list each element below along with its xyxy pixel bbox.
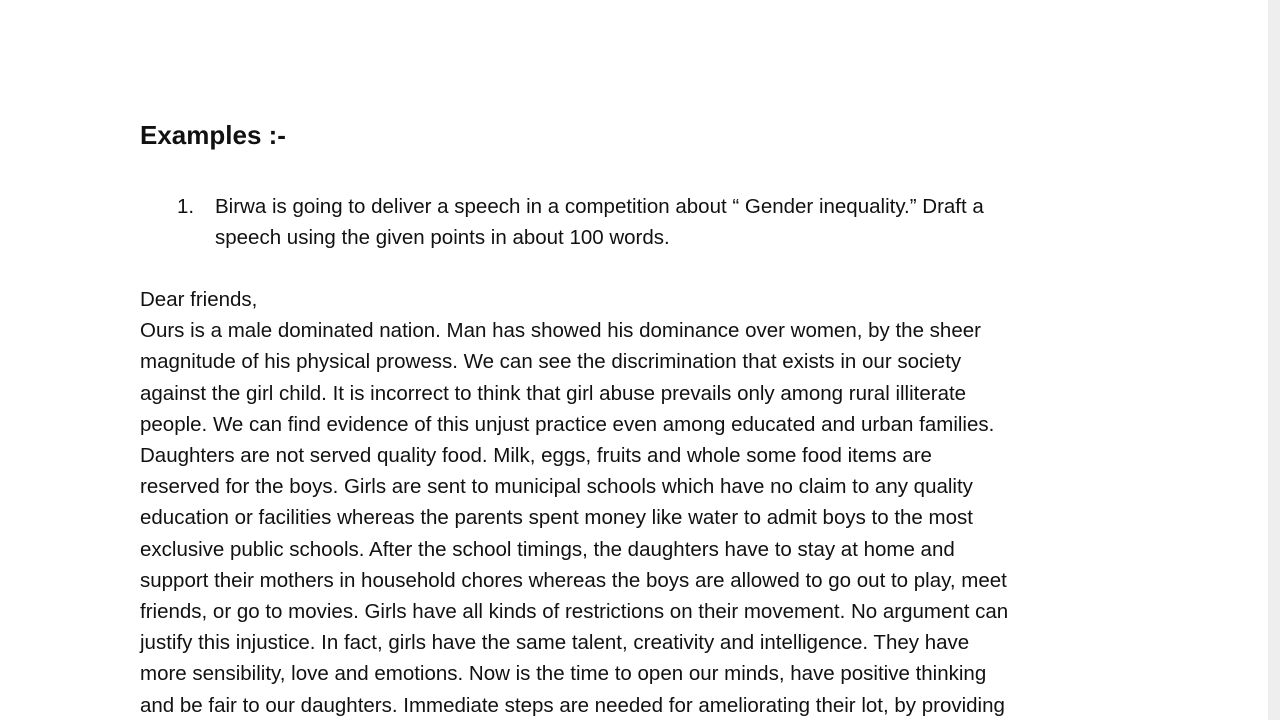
speech-body xyxy=(140,284,1140,720)
speech-line: support their mothers in household chores whereas the boys are allowed to go out to play, meet xyxy=(140,568,1007,592)
section-heading: Examples :- xyxy=(140,120,286,150)
speech-line: people. We can find evidence of this unjust practice even among educated and urban families. xyxy=(140,412,995,436)
speech-line: more sensibility, love and emotions. Now is the time to open our minds, have positive thinking xyxy=(140,662,987,686)
speech-line: Daughters are not served quality food. Milk, eggs, fruits and whole some food items are xyxy=(140,444,932,468)
speech-line: education or facilities whereas the parents spent money like water to admit boys to the most xyxy=(140,506,973,530)
page-gutter xyxy=(1268,0,1280,720)
list-number: 1. xyxy=(177,195,195,218)
question-text xyxy=(215,191,984,253)
speech-line: and be fair to our daughters. Immediate steps are needed for ameliorating their lot, by providing xyxy=(140,693,1005,717)
speech-line: reserved for the boys. Girls are sent to municipal schools which have no claim to any quality xyxy=(140,475,973,499)
speech-line: justify this injustice. In fact, girls have the same talent, creativity and intelligence. They have xyxy=(140,631,970,655)
speech-line: against the girl child. It is incorrect to think that girl abuse prevails only among rural illiterate xyxy=(140,381,967,405)
speech-line: friends, or go to movies. Girls have all kinds of restrictions on their movement. No argument can xyxy=(140,600,1009,624)
speech-line: Ours is a male dominated nation. Man has showed his dominance over women, by the sheer xyxy=(140,319,981,343)
speech-line: exclusive public schools. After the school timings, the daughters have to stay at home and xyxy=(140,537,955,561)
speech-salutation: Dear friends, xyxy=(140,288,258,311)
question-line: speech using the given points in about 100 words. xyxy=(215,226,670,249)
question-line: Birwa is going to deliver a speech in a competition about “ Gender inequality.” Draft a xyxy=(215,195,984,218)
speech-line: magnitude of his physical prowess. We can see the discrimination that exists in our society xyxy=(140,350,962,374)
